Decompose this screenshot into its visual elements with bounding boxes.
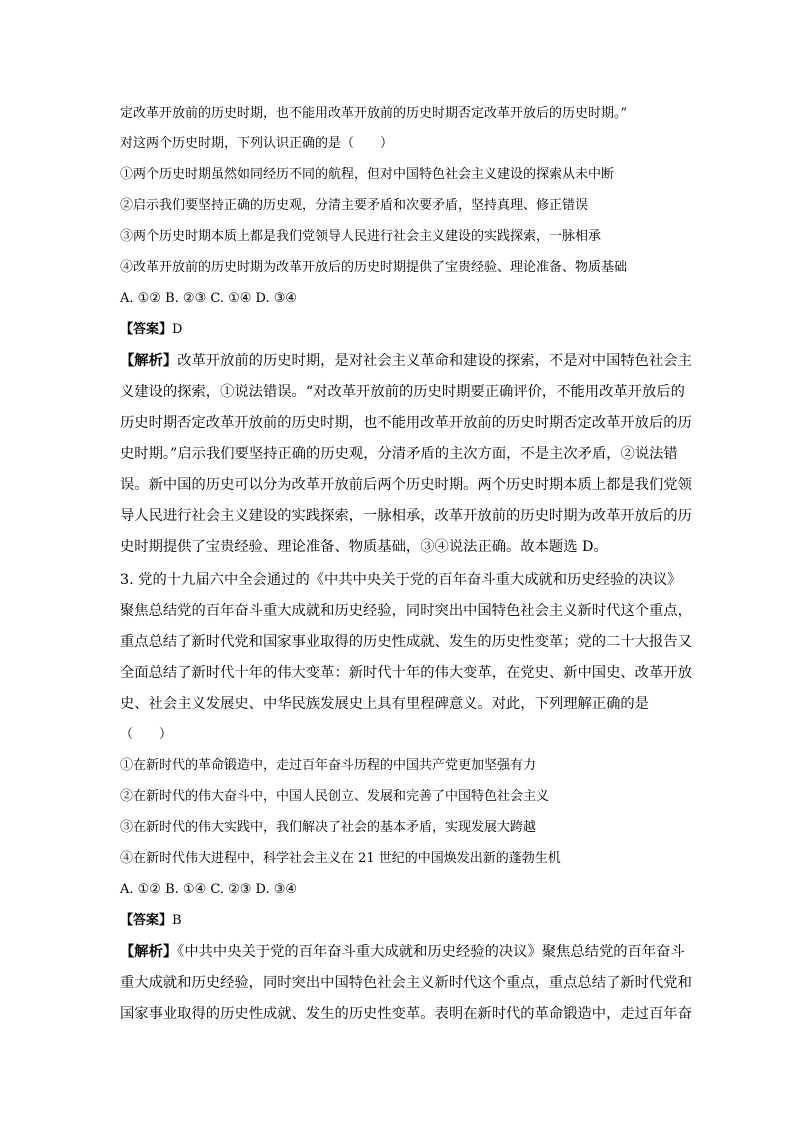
answer-choices: A. ①② B. ②③ C. ①④ D. ③④ bbox=[120, 291, 298, 306]
option-3: ③在新时代的伟大实践中，我们解决了社会的基本矛盾，实现发展大跨越 bbox=[120, 820, 537, 835]
answer-label: 【答案】 bbox=[120, 913, 173, 928]
analysis-text: 改革开放前的历史时期，是对社会主义革命和建设的探索，不是对中国特色社会主 bbox=[177, 353, 692, 369]
analysis-line bbox=[120, 352, 692, 370]
option-1: ①两个历史时期虽然如同经历不同的航程，但对中国特色社会主义建设的探索从未中断 bbox=[120, 167, 615, 182]
analysis-line: 史时期提供了宝贵经验、理论准备、物质基础，③④说法正确。故本题选 D。 bbox=[120, 539, 608, 555]
analysis-line: 历史时期否定改革开放前的历史时期，也不能用改革开放前的历史时期否定改革开放后的历 bbox=[120, 415, 692, 431]
question-3-stem-line: （ ） bbox=[120, 727, 173, 742]
analysis-line: 国家事业取得的历史性成就、发生的历史性变革。表明在新时代的革命锻造中，走过百年奋 bbox=[120, 1006, 692, 1022]
question-stem: 对这两个历史时期，下列认识正确的是（ ） bbox=[120, 136, 394, 151]
answer-choices: A. ①② B. ①④ C. ②③ D. ③④ bbox=[120, 882, 298, 897]
analysis-line: 导人民进行社会主义建设的实践探索，一脉相承，改革开放前的历史时期为改革开放后的历 bbox=[120, 508, 692, 524]
analysis-text: 《中共中央关于党的百年奋斗重大成就和历史经验的决议》聚焦总结党的百年奋斗 bbox=[177, 944, 685, 960]
answer-value: B bbox=[172, 913, 182, 928]
option-1: ①在新时代的革命锻造中，走过百年奋斗历程的中国共产党更加坚强有力 bbox=[120, 758, 537, 773]
question-3-stem-line: 全面总结了新时代十年的伟大变革：新时代十年的伟大变革，在党史、新中国史、改革开放 bbox=[120, 665, 692, 681]
question-3-stem-line: 重点总结了新时代党和国家事业取得的历史性成就、发生的历史性变革；党的二十大报告又 bbox=[120, 634, 692, 650]
analysis-label: 【解析】 bbox=[120, 944, 178, 960]
analysis-line bbox=[120, 943, 685, 961]
question-text-line: 定改革开放前的历史时期，也不能用改革开放前的历史时期否定改革开放后的历史时期。” bbox=[120, 106, 628, 121]
analysis-line: 义建设的探索，①说法错误。“对改革开放前的历史时期要正确评价，不能用改革开放后的 bbox=[120, 384, 685, 400]
option-2: ②在新时代的伟大奋斗中，中国人民创立、发展和完善了中国特色社会主义 bbox=[120, 789, 550, 804]
analysis-line: 误。新中国的历史可以分为改革开放前后两个历史时期。两个历史时期本质上都是我们党领 bbox=[120, 477, 692, 493]
analysis-line: 史时期。”启示我们要坚持正确的历史观，分清矛盾的主次方面，不是主次矛盾，②说法错 bbox=[120, 446, 678, 462]
question-3-stem-line: 3. 党的十九届六中全会通过的《中共中央关于党的百年奋斗重大成就和历史经验的决议》 bbox=[120, 572, 682, 588]
option-3: ③两个历史时期本质上都是我们党领导人民进行社会主义建设的实践探索，一脉相承 bbox=[120, 229, 602, 244]
option-4: ④改革开放前的历史时期为改革开放后的历史时期提供了宝贵经验、理论准备、物质基础 bbox=[120, 260, 628, 275]
question-3-stem-line: 聚焦总结党的百年奋斗重大成就和历史经验，同时突出中国特色社会主义新时代这个重点， bbox=[120, 603, 692, 619]
option-4: ④在新时代伟大进程中，科学社会主义在 21 世纪的中国焕发出新的蓬勃生机 bbox=[120, 851, 561, 866]
answer-value: D bbox=[172, 322, 183, 337]
option-2: ②启示我们要坚持正确的历史观，分清主要矛盾和次要矛盾，坚持真理、修正错误 bbox=[120, 198, 589, 213]
analysis-label: 【解析】 bbox=[120, 353, 178, 369]
answer-line bbox=[120, 912, 182, 930]
answer-label: 【答案】 bbox=[120, 322, 173, 337]
question-3-stem-line: 史、社会主义发展史、中华民族发展史上具有里程碑意义。对此，下列理解正确的是 bbox=[120, 696, 649, 712]
answer-line bbox=[120, 321, 182, 339]
analysis-line: 重大成就和历史经验，同时突出中国特色社会主义新时代这个重点，重点总结了新时代党和 bbox=[120, 975, 692, 991]
